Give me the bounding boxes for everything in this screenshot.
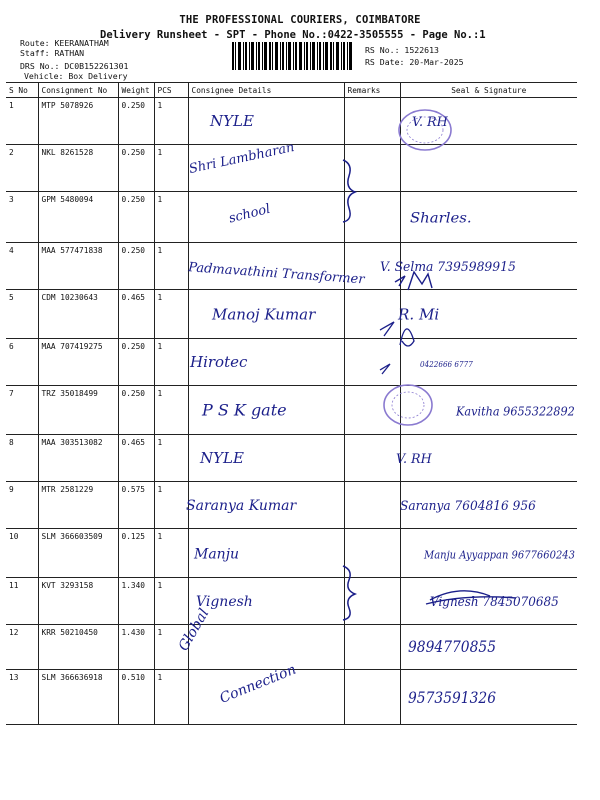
signature-cell — [400, 290, 577, 339]
weight-cell: 0.250 — [118, 243, 154, 290]
route-label: Route: KEERANATHAM — [20, 38, 109, 48]
consignment-cell: NKL 8261528 — [38, 145, 118, 192]
table-row — [6, 98, 577, 145]
consignee-cell — [188, 670, 344, 725]
consignee-cell — [188, 578, 344, 625]
signature-handwriting: Sharles. — [410, 210, 472, 227]
pcs-cell: 1 — [154, 192, 188, 243]
pcs-cell: 1 — [154, 482, 188, 529]
sno-cell: 11 — [6, 578, 38, 625]
consignee-cell — [188, 290, 344, 339]
signature-handwriting: 0422666 6777 — [420, 360, 474, 370]
sno-cell: 2 — [6, 145, 38, 192]
signature-cell — [400, 625, 577, 670]
signature-cell — [400, 339, 577, 386]
weight-cell: 0.250 — [118, 339, 154, 386]
table-header-row — [6, 83, 577, 98]
table-row — [6, 145, 577, 192]
remarks-cell — [344, 145, 400, 192]
signature-handwriting: V. RH — [412, 115, 449, 131]
weight-cell: 1.340 — [118, 578, 154, 625]
pcs-cell: 1 — [154, 625, 188, 670]
sno-cell: 4 — [6, 243, 38, 290]
pcs-cell: 1 — [154, 529, 188, 578]
remarks-cell — [344, 192, 400, 243]
signature-cell — [400, 435, 577, 482]
weight-cell: 0.125 — [118, 529, 154, 578]
consignee-handwriting: NYLE — [210, 112, 254, 131]
weight-cell: 0.465 — [118, 290, 154, 339]
pcs-cell: 1 — [154, 435, 188, 482]
signature-handwriting: Manju Ayyappan 9677660243 — [423, 548, 575, 562]
remarks-cell — [344, 243, 400, 290]
pcs-cell: 1 — [154, 339, 188, 386]
table-row — [6, 290, 577, 339]
remarks-cell — [344, 339, 400, 386]
consignment-cell: SLM 366603509 — [38, 529, 118, 578]
col-consignment: Consignment No — [38, 83, 118, 98]
consignee-cell — [188, 482, 344, 529]
consignee-handwriting: Vignesh — [196, 594, 253, 611]
weight-cell: 0.250 — [118, 98, 154, 145]
pcs-cell: 1 — [154, 578, 188, 625]
consignee-handwriting: school — [227, 201, 272, 227]
col-sno: S No — [6, 83, 38, 98]
remarks-cell — [344, 290, 400, 339]
consignee-handwriting: Manju — [194, 546, 240, 563]
runsheet-title: THE PROFESSIONAL COURIERS, COIMBATORE — [179, 14, 421, 26]
signature-cell — [400, 578, 577, 625]
consignee-cell — [188, 145, 344, 192]
consignee-cell — [188, 625, 344, 670]
col-consignee: Consignee Details — [188, 83, 344, 98]
runsheet-table — [6, 82, 577, 725]
barcode-image — [232, 42, 352, 70]
remarks-cell — [344, 435, 400, 482]
sno-cell: 5 — [6, 290, 38, 339]
signature-handwriting: Saranya 7604816 956 — [400, 499, 536, 515]
signature-cell — [400, 529, 577, 578]
col-seal: Seal & Signature — [400, 83, 577, 98]
consignment-cell: MTP 5078926 — [38, 98, 118, 145]
weight-cell: 0.250 — [118, 192, 154, 243]
signature-cell — [400, 243, 577, 290]
consignment-cell: MAA 707419275 — [38, 339, 118, 386]
table-row — [6, 339, 577, 386]
pcs-cell: 1 — [154, 243, 188, 290]
consignment-cell: KVT 3293158 — [38, 578, 118, 625]
consignment-cell: GPM 5480094 — [38, 192, 118, 243]
signature-handwriting: Vignesh 7845070685 — [430, 595, 559, 611]
weight-cell: 0.250 — [118, 386, 154, 435]
signature-handwriting: 9573591326 — [408, 688, 496, 708]
consignee-cell — [188, 529, 344, 578]
consignee-handwriting: NYLE — [200, 449, 244, 468]
table-row — [6, 578, 577, 625]
weight-cell: 1.430 — [118, 625, 154, 670]
pcs-cell: 1 — [154, 386, 188, 435]
sno-cell: 13 — [6, 670, 38, 725]
table-row — [6, 482, 577, 529]
consignee-handwriting: P S K gate — [202, 400, 287, 420]
table-row — [6, 243, 577, 290]
runsheet-subtitle: Delivery Runsheet - SPT - Phone No.:0422-3505555 - Page No.:1 — [100, 29, 486, 41]
consignee-handwriting: Manoj Kumar — [212, 305, 316, 324]
sno-cell: 8 — [6, 435, 38, 482]
drs-label: DRS No.: DC0B152261301 — [20, 61, 129, 71]
consignee-cell — [188, 243, 344, 290]
signature-cell — [400, 145, 577, 192]
weight-cell: 0.510 — [118, 670, 154, 725]
consignment-cell: MAA 303513082 — [38, 435, 118, 482]
rs-number: RS No.: 1522613 — [365, 45, 439, 55]
sno-cell: 7 — [6, 386, 38, 435]
remarks-cell — [344, 482, 400, 529]
sno-cell: 1 — [6, 98, 38, 145]
signature-handwriting: R. Mi — [396, 305, 440, 324]
consignment-cell: KRR 50210450 — [38, 625, 118, 670]
consignee-cell — [188, 386, 344, 435]
sno-cell: 10 — [6, 529, 38, 578]
signature-handwriting: V. RH — [396, 452, 433, 468]
pcs-cell: 1 — [154, 290, 188, 339]
signature-handwriting: 9894770855 — [408, 636, 496, 656]
table-row — [6, 625, 577, 670]
col-weight: Weight — [118, 83, 154, 98]
table-row — [6, 670, 577, 725]
sno-cell: 12 — [6, 625, 38, 670]
signature-handwriting: Kavitha 9655322892 — [455, 404, 575, 419]
consignee-handwriting: Hirotec — [190, 353, 248, 372]
consignee-cell — [188, 339, 344, 386]
table-row — [6, 192, 577, 243]
remarks-cell — [344, 670, 400, 725]
consignment-cell: CDM 10230643 — [38, 290, 118, 339]
col-remarks: Remarks — [344, 83, 400, 98]
sno-cell: 9 — [6, 482, 38, 529]
pcs-cell: 1 — [154, 98, 188, 145]
remarks-cell — [344, 529, 400, 578]
signature-cell — [400, 192, 577, 243]
consignee-cell — [188, 192, 344, 243]
consignment-cell: SLM 366636918 — [38, 670, 118, 725]
staff-label: Staff: RATHAN — [20, 48, 85, 58]
rs-date: RS Date: 20-Mar-2025 — [365, 57, 464, 67]
consignment-cell: MAA 577471838 — [38, 243, 118, 290]
weight-cell: 0.465 — [118, 435, 154, 482]
consignee-handwriting: Global — [175, 606, 213, 654]
remarks-cell — [344, 578, 400, 625]
sno-cell: 3 — [6, 192, 38, 243]
weight-cell: 0.250 — [118, 145, 154, 192]
consignee-handwriting: Connection — [217, 661, 299, 707]
remarks-cell — [344, 386, 400, 435]
consignment-cell: MTR 2581229 — [38, 482, 118, 529]
consignment-cell: TRZ 35018499 — [38, 386, 118, 435]
vehicle-label: Vehicle: Box Delivery — [24, 71, 128, 81]
consignee-cell — [188, 98, 344, 145]
signature-handwriting: V. Selma 7395989915 — [380, 260, 516, 276]
table-row — [6, 386, 577, 435]
remarks-cell — [344, 98, 400, 145]
remarks-cell — [344, 625, 400, 670]
pcs-cell: 1 — [154, 145, 188, 192]
signature-cell — [400, 482, 577, 529]
sno-cell: 6 — [6, 339, 38, 386]
table-row — [6, 435, 577, 482]
consignee-handwriting: Saranya Kumar — [186, 498, 297, 515]
signature-cell — [400, 670, 577, 725]
consignee-handwriting: Shri Lambharan — [187, 140, 296, 178]
signature-cell — [400, 98, 577, 145]
consignee-handwriting: Padmavathini Transformer — [187, 260, 365, 288]
signature-cell — [400, 386, 577, 435]
consignee-cell — [188, 435, 344, 482]
weight-cell: 0.575 — [118, 482, 154, 529]
col-pcs: PCS — [154, 83, 188, 98]
pcs-cell: 1 — [154, 670, 188, 725]
table-row — [6, 529, 577, 578]
